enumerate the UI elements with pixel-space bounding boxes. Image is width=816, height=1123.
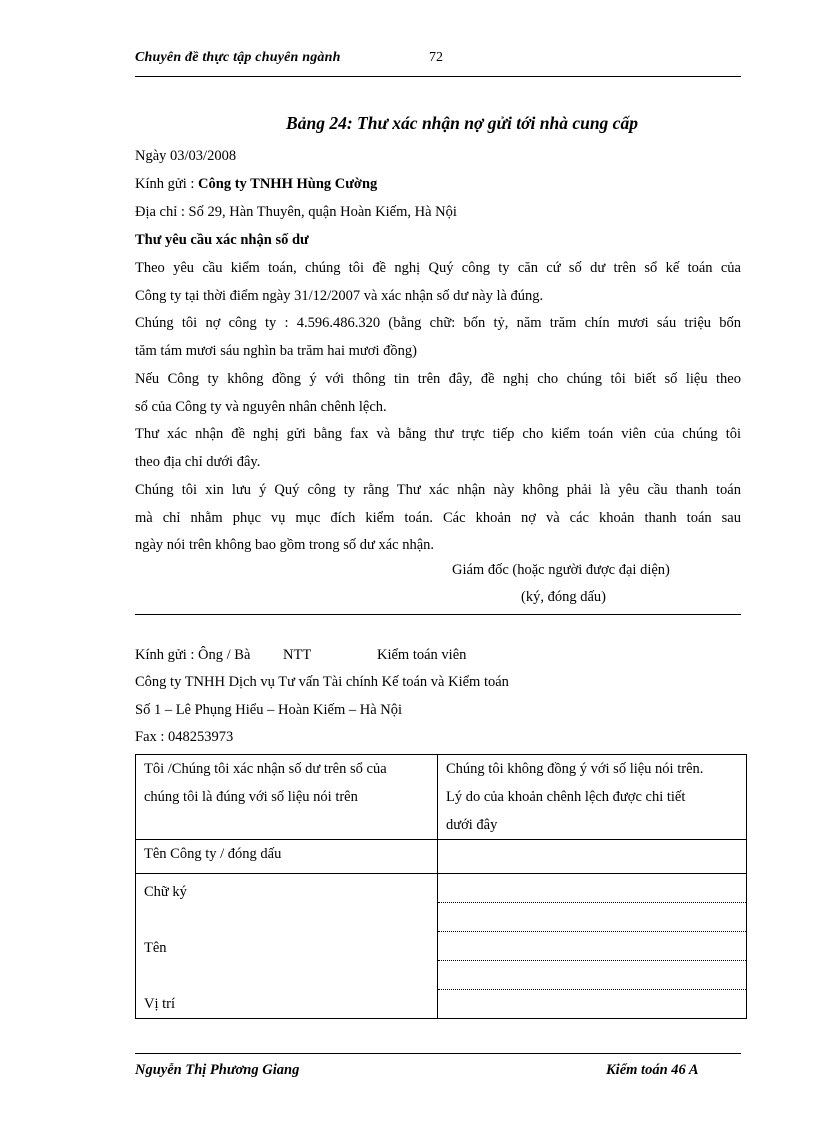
reply-address: Số 1 – Lê Phụng Hiểu – Hoàn Kiếm – Hà Nội [135,702,403,718]
agree-line-2: chúng tôi là đúng với số liệu nói trên [144,789,358,805]
reply-recipient [135,645,741,665]
recipient-prefix: Kính gửi : [135,176,199,192]
paragraph-3-line-1: Nếu Công ty không đồng ý với thông tin trên đây, đề nghị cho chúng tôi biết số liệu theo [135,371,741,387]
paragraph-1-line-2: Công ty tại thời điểm ngày 31/12/2007 và xác nhận số dư này là đúng. [135,288,544,304]
confirmation-table [135,754,747,1019]
disagree-line-1: Chúng tôi không đồng ý với số liệu nói trên. [446,761,704,777]
paragraph-5-line-1: Chúng tôi xin lưu ý Quý công ty rằng Thư xác nhận này không phải là yêu cầu thanh toán [135,482,741,498]
agree-cell[interactable] [136,755,438,840]
reply-to-label: Kính gửi : Ông / Bà [135,647,251,663]
footer-author: Nguyễn Thị Phương Giang [135,1062,300,1078]
disagree-line-2: Lý do của khoản chênh lệch được chi tiết [446,789,686,805]
paragraph-5-line-3: ngày nói trên không bao gồm trong số dư xác nhận. [135,537,435,553]
cut-line [135,614,741,615]
paragraph-4-line-1: Thư xác nhận đề nghị gửi bằng fax và bằng thư trực tiếp cho kiểm toán viên của chúng tôi [135,426,741,442]
letter-recipient [135,174,741,194]
agree-line-1: Tôi /Chúng tôi xác nhận số dư trên sổ của [144,761,387,777]
signature-field[interactable] [438,874,746,903]
disagree-line-3: dưới đây [446,817,498,833]
signature-field-2[interactable] [438,903,746,932]
name-label: Tên [144,940,167,956]
footer-class: Kiểm toán 46 A [606,1062,699,1078]
signature-note: (ký, đóng dấu) [521,589,606,605]
position-field[interactable] [438,990,746,1018]
letter-subject: Thư yêu cầu xác nhận số dư [135,232,309,248]
paragraph-2-line-2: tăm tám mươi sáu nghìn ba trăm hai mươi đồng) [135,343,417,359]
document-title: Bảng 24: Thư xác nhận nợ gửi tới nhà cung cấp [286,113,638,133]
position-label: Vị trí [144,996,176,1012]
page-number: 72 [429,50,443,65]
signature-title: Giám đốc (hoặc người được đại diện) [452,562,670,578]
company-stamp-field[interactable] [438,840,747,874]
paragraph-1-line-1: Theo yêu cầu kiểm toán, chúng tôi đề nghị Quý công ty căn cứ số dư trên sổ kế toán của [135,260,741,276]
name-field-2[interactable] [438,961,746,990]
reply-to-role: Kiểm toán viên [377,647,467,663]
reply-company: Công ty TNHH Dịch vụ Tư vấn Tài chính Kế toán và Kiểm toán [135,674,509,690]
paragraph-5-line-2: mà chỉ nhằm phục vụ mục đích kiểm toán. Các khoản nợ và các khoản thanh toán sau [135,510,741,526]
letter-date: Ngày 03/03/2008 [135,148,237,164]
signature-label: Chữ ký [144,884,187,900]
footer-rule [135,1053,741,1054]
header-title: Chuyên đề thực tập chuyên ngành [135,50,341,65]
table-row [136,874,747,1019]
company-stamp-label: Tên Công ty / đóng dấu [136,840,438,874]
paragraph-2-line-1: Chúng tôi nợ công ty : 4.596.486.320 (bằng chữ: bốn tỷ, năm trăm chín mươi sáu triệu bốn [135,315,741,331]
recipient-name: Công ty TNHH Hùng Cường [198,176,378,192]
signature-block-labels [136,874,438,1019]
signature-block-fields [438,874,747,1019]
disagree-cell[interactable] [438,755,747,840]
table-row [136,840,747,874]
header-rule [135,76,741,77]
name-field[interactable] [438,932,746,961]
reply-fax: Fax : 048253973 [135,729,234,745]
paragraph-4-line-2: theo địa chỉ dưới đây. [135,454,261,470]
reply-to-name: NTT [283,647,312,663]
paragraph-3-line-2: sổ của Công ty và nguyên nhân chênh lệch. [135,399,387,415]
table-row [136,755,747,840]
letter-address: Địa chỉ : Số 29, Hàn Thuyên, quận Hoàn Kiếm, Hà Nội [135,204,457,220]
